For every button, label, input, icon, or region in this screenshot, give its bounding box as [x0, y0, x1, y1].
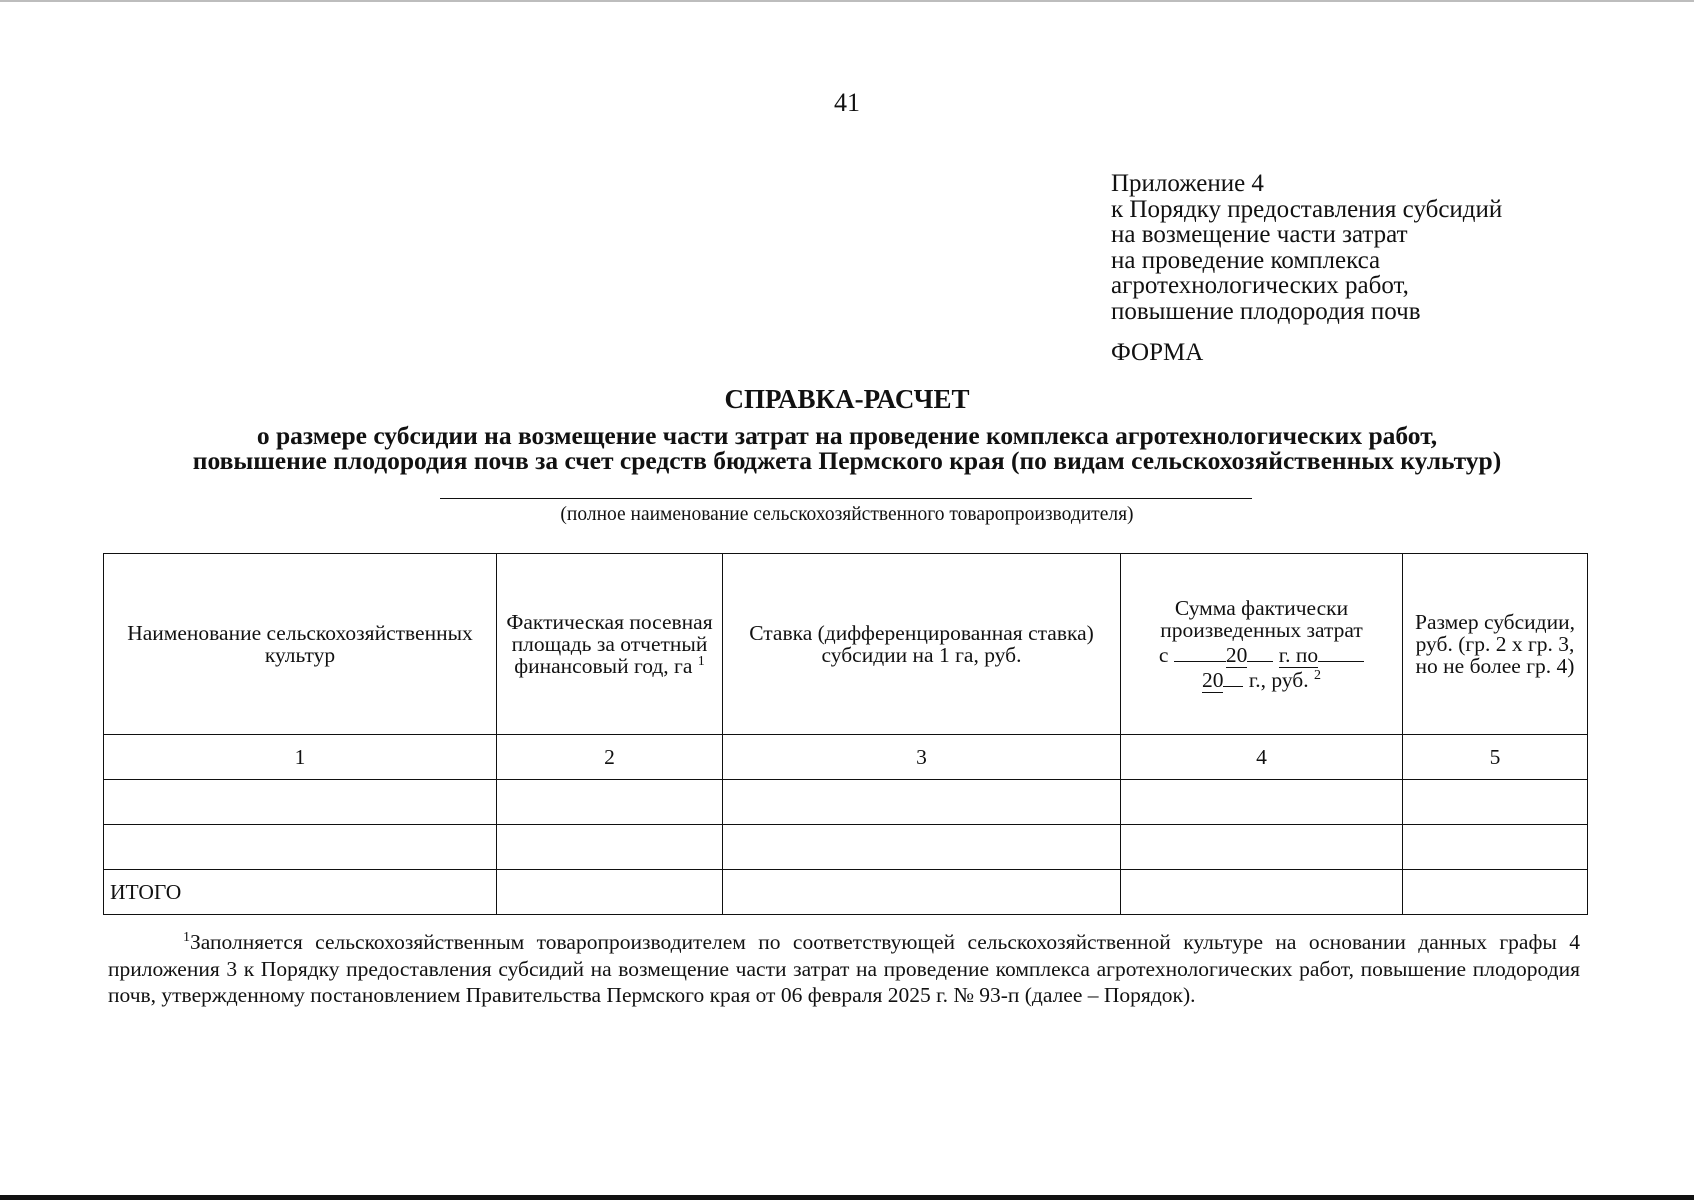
table-header-row: [104, 554, 1588, 735]
blank-year-to[interactable]: [1223, 666, 1243, 687]
header-sown-area-text: Фактическая посевная площадь за отчетный финансовый год, га: [506, 610, 713, 678]
page-top-edge: [0, 0, 1694, 2]
subtitle-line-1: о размере субсидии на возмещение части затрат на проведение комплекса агротехнологических работ,: [256, 421, 1438, 450]
document-subtitle: [60, 423, 1634, 473]
producer-name-caption: (полное наименование сельскохозяйственного товаропроизводителя): [560, 504, 1134, 525]
header-crop-name: [104, 554, 497, 735]
footnote-ref-1: 1: [697, 654, 705, 669]
header-rate-text: Ставка (дифференцированная ставка) субсидии на 1 га, руб.: [749, 621, 1094, 667]
table-row: [104, 825, 1588, 870]
period-to-line: [1127, 666, 1396, 691]
document-title: СПРАВКА-РАСЧЕТ: [724, 384, 970, 414]
appendix-line: повышение плодородия почв: [1111, 297, 1421, 325]
total-cell[interactable]: [1403, 870, 1588, 915]
column-number: 1: [104, 735, 497, 780]
table-cell[interactable]: [104, 825, 497, 870]
total-label: ИТОГО: [104, 870, 497, 915]
footnote-marker: 1: [183, 930, 190, 945]
period-from-line: [1127, 641, 1396, 666]
appendix-line: к Порядку предоставления субсидий: [1111, 195, 1503, 223]
footnote-text: Заполняется сельскохозяйственным товаропроизводителем по соответствующей сельскохозяйственной культуре на основании данных графы 4 приложения 3 к Порядку предоставления субсидий на возмещение части затрат на проведение комплекса агротехнологических работ, повышение плодородия почв, утвержденному постановлением Правительства Пермского края от 06 февраля 2025 г. № 93-п (далее – Порядок).: [108, 930, 1580, 1007]
total-cell[interactable]: [723, 870, 1121, 915]
total-cell[interactable]: [497, 870, 723, 915]
table-cell[interactable]: [104, 780, 497, 825]
table-cell[interactable]: [497, 825, 723, 870]
footnote: [108, 929, 1580, 1009]
year-to-prefix: 20: [1201, 668, 1224, 692]
appendix-line: Приложение 4: [1111, 170, 1264, 197]
blank-day-to[interactable]: [1318, 641, 1364, 662]
producer-name-line[interactable]: [440, 498, 1252, 499]
currency-unit: г., руб.: [1248, 668, 1309, 692]
column-number: 5: [1403, 735, 1588, 780]
header-rate: [723, 554, 1121, 735]
blank-day-from[interactable]: [1174, 641, 1226, 662]
period-from-prefix: с: [1158, 643, 1169, 667]
appendix-block: [1111, 171, 1502, 324]
blank-year-from[interactable]: [1247, 641, 1273, 662]
table-row: [104, 780, 1588, 825]
header-actual-costs-text: Сумма фактически произведенных затрат: [1160, 596, 1363, 642]
form-label: ФОРМА: [1111, 339, 1204, 366]
period-to-prefix: г. по: [1278, 643, 1319, 667]
page-bottom-edge: [0, 1195, 1694, 1200]
appendix-line: на возмещение части затрат: [1111, 221, 1408, 248]
column-number: 4: [1121, 735, 1403, 780]
table-cell[interactable]: [497, 780, 723, 825]
footnote-ref-2: 2: [1314, 668, 1321, 683]
column-number: 3: [723, 735, 1121, 780]
table-cell[interactable]: [1121, 780, 1403, 825]
year-from-prefix: 20: [1225, 643, 1248, 667]
table-cell[interactable]: [723, 780, 1121, 825]
header-subsidy: [1403, 554, 1588, 735]
table-cell[interactable]: [1403, 780, 1588, 825]
header-crop-name-text: Наименование сельскохозяйственных культур: [127, 621, 473, 667]
page-number: 41: [834, 88, 860, 117]
header-subsidy-text: Размер субсидии, руб. (гр. 2 х гр. 3, но не более гр. 4): [1414, 610, 1575, 678]
table-cell[interactable]: [1121, 825, 1403, 870]
table-cell[interactable]: [1403, 825, 1588, 870]
appendix-line: на проведение комплекса: [1111, 246, 1381, 274]
total-cell[interactable]: [1121, 870, 1403, 915]
header-actual-costs: [1121, 554, 1403, 735]
column-number: 2: [497, 735, 723, 780]
appendix-line: агротехнологических работ,: [1111, 272, 1409, 299]
calculation-table: [103, 553, 1588, 915]
column-number-row: [104, 735, 1588, 780]
header-sown-area: [497, 554, 723, 735]
subtitle-line-2: повышение плодородия почв за счет средств бюджета Пермского края (по видам сельскохозяйственных культур): [192, 446, 1502, 475]
table-cell[interactable]: [723, 825, 1121, 870]
total-row: [104, 870, 1588, 915]
